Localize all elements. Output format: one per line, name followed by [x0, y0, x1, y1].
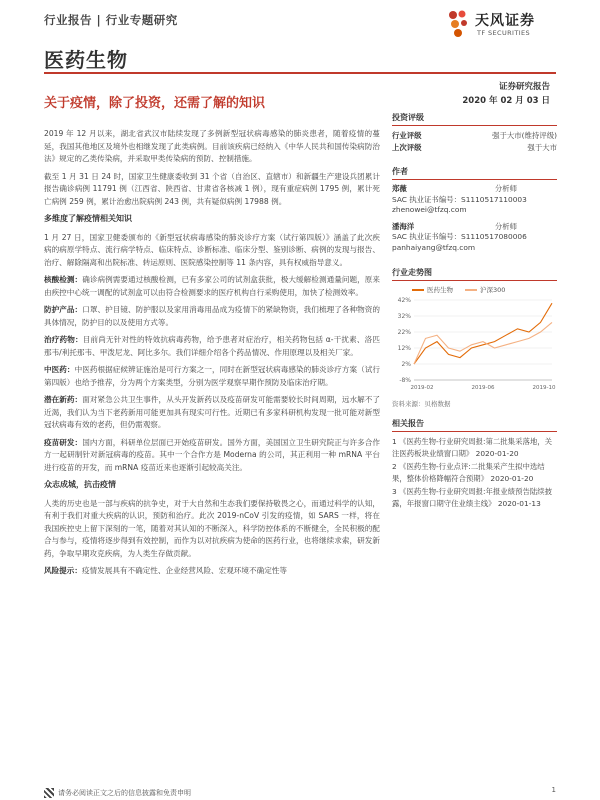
sector-title: 医药生物 [44, 48, 128, 72]
report-headline: 关于疫情，除了投资，还需了解的知识 [44, 96, 266, 111]
sidebar [392, 112, 557, 511]
analyst-card: 潘海洋 分析师 SAC 执业证书编号：S1110517080006 panhaiyang@tfzq.com [392, 222, 557, 254]
paragraph: 核酸检测：确诊病例需要通过核酸检测，已有多家公司的试剂盒获批，极大缓解检测通量问题，原来由疾控中心统一调配的试剂盒可以由符合检测要求的医疗机构自行采购使用，加快了检测效率。 [44, 275, 380, 297]
rating-title: 投资评级 [392, 112, 557, 126]
logo-name: 天风证券 [475, 13, 535, 29]
analyst-email[interactable]: zhenowei@tfzq.com [392, 205, 467, 214]
legend-entry: 沪深300 [465, 285, 505, 294]
trend-chart [392, 296, 557, 396]
paragraph: 截至 1 月 31 日 24 时，国家卫生健康委收到 31 个省（自治区、直辖市）和新疆生产建设兵团累计报告确诊病例 11791 例（江西省、陕西省、甘肃省各核减 1 例），现有重症病例 1795 例，累计死亡病例 259 例，累计治愈出院病例 243 例，共有疑似病例 17988 例。 [44, 171, 380, 206]
section-heading: 众志成城，抗击疫情 [44, 480, 116, 489]
paragraph: 人类的历史也是一部与疾病的抗争史，对于大自然和生态我们要保持敬畏之心，而通过科学的认知，有利于我们对重大疾病的认识，预防和治疗。此次 2019-nCoV 引发的疫情，如 SARS 一样，将在我国疾控史上留下深刻的一笔，随着对其认知的不断深入，科学防控体系的不断健全，全民积极的配合与参与，疫情将逐步得到有效控制，而作为以对抗疾病为使命的医药行业，也将继续求索，研发新药，争取早期攻克疾病，为人类生存做贡献。 [44, 498, 380, 558]
header-divider [44, 72, 556, 74]
paragraph: 2019 年 12 月以来，湖北省武汉市陆续发现了多例新型冠状病毒感染的肺炎患者，随着疫情的蔓延，我国其他地区及境外也相继发现了此类病例。目前该疾病已经纳入《中华人民共和国传染病防治法》规定的乙类传染病，并采取甲类传染病的预防、控制措施。 [44, 129, 380, 163]
paragraph: 中医药：中医药根据症候辨证施治是可行方案之一，同时在新型冠状病毒感染的肺炎诊疗方案（试行第四版）也给予推荐，分为两个方案类型，分别为医学观察早期作预防及临床治疗期。 [44, 365, 381, 387]
page-footer [44, 786, 556, 800]
paragraph: 潜在新药：面对紧急公共卫生事件，从头开发新药以及疫苗研发可能需要较长时间周期，远水解不了近渴，我们认为当下老药新用可能更加具有现实可行性。近期已有多家科研机构发现一批可能对新型冠状病毒有效的老药，但仍需观察。 [44, 395, 380, 429]
related-report[interactable]: 1 《医药生物-行业研究周报:第二批集采落地，关注医药板块业绩窗口期》 2020-01-20 [392, 437, 553, 458]
series-line [414, 303, 552, 364]
legend-entry: 医药生物 [412, 285, 453, 294]
x-tick-label: 2019-02 [410, 385, 434, 391]
y-tick-label: 42% [397, 297, 411, 304]
related-title: 相关报告 [392, 418, 557, 432]
y-tick-label: 2% [401, 361, 411, 368]
report-meta [462, 80, 550, 108]
analyst-email[interactable]: panhaiyang@tfzq.com [392, 242, 476, 252]
trend-title: 行业走势图 [392, 267, 557, 281]
trend-chart-svg [392, 296, 557, 396]
report-body [44, 128, 380, 583]
disclaimer: 请务必阅读正文之后的信息披露和免责申明 [58, 789, 191, 797]
breadcrumb: 行业报告 | 行业专题研究 [44, 13, 178, 27]
y-tick-label: 22% [397, 329, 411, 336]
paragraph: 风险提示：疫情发展具有不确定性、企业经营风险、宏观环境不确定性等 [44, 566, 287, 575]
paragraph: 治疗药物：目前尚无针对性的特效抗病毒药物，给予患者对症治疗，相关药物包括 α-干扰素、洛匹那韦/利托那韦、甲泼尼龙、阿比多尔。我们详细介绍各个药品情况、作用原理以及相关厂家。 [44, 335, 381, 357]
paragraph: 防护产品：口罩、护目镜、防护服以及家用消毒用品成为疫情下的紧缺物资，我们梳理了各种物资的具体情况，防护目的以及使用方式等。 [44, 305, 380, 327]
x-tick-label: 2019-10 [532, 385, 556, 391]
rating-row: 行业评级 强于大市(维持评级) [392, 131, 557, 140]
logo-subtitle: TF SECURITIES [477, 29, 531, 37]
chart-source: 资料来源：贝格数据 [392, 400, 451, 408]
related-report[interactable]: 3 《医药生物-行业研究周报:年报业绩预告陆续披露，年报窗口期守住业绩主线》 2020-01-13 [392, 487, 553, 508]
x-tick-label: 2019-06 [471, 385, 495, 391]
analyst-card: 郑薇 分析师 SAC 执业证书编号：S1110517110003 zhenowei@tfzq.com [392, 184, 557, 216]
logo-mark-icon [447, 9, 469, 39]
y-tick-label: -8% [399, 377, 411, 384]
rating-row: 上次评级 强于大市 [392, 143, 557, 152]
authors-title: 作者 [392, 166, 557, 180]
paragraph: 1 月 27 日，国家卫健委颁布的《新型冠状病毒感染的肺炎诊疗方案（试行第四版）》涵盖了此次疾病的病原学特点、流行病学特点、临床特点、诊断标准、临床分型、鉴别诊断、病例的发现与报告、治疗、解除隔离和出院标准、转运原则、医院感染控制等 11 条内容，具有权威指导意义。 [44, 232, 380, 267]
qr-code-icon [44, 788, 54, 798]
y-tick-label: 32% [397, 313, 411, 320]
page-number: 1 [551, 786, 556, 794]
section-heading: 多维度了解疫情相关知识 [44, 214, 132, 223]
y-tick-label: 12% [397, 345, 411, 352]
paragraph: 疫苗研发：国内方面，科研单位层面已开始疫苗研发。国外方面，美国国立卫生研究院正与许多合作方一起研制针对新冠病毒的疫苗。其中一个合作方是 Moderna 的公司，其正利用一种 mRNA 平台进行疫苗的开发，而 mRNA 疫苗近来也逐渐引起较高关注。 [44, 437, 380, 472]
related-report[interactable]: 2 《医药生物-行业点评:二批集采产生拟中选结果，整体价格降幅符合预期》 2020-01-20 [392, 462, 545, 483]
report-date: 2020 年 02 月 03 日 [462, 96, 550, 106]
company-logo [447, 6, 557, 42]
report-type: 证券研究报告 [498, 82, 550, 92]
chart-legend [412, 285, 557, 294]
